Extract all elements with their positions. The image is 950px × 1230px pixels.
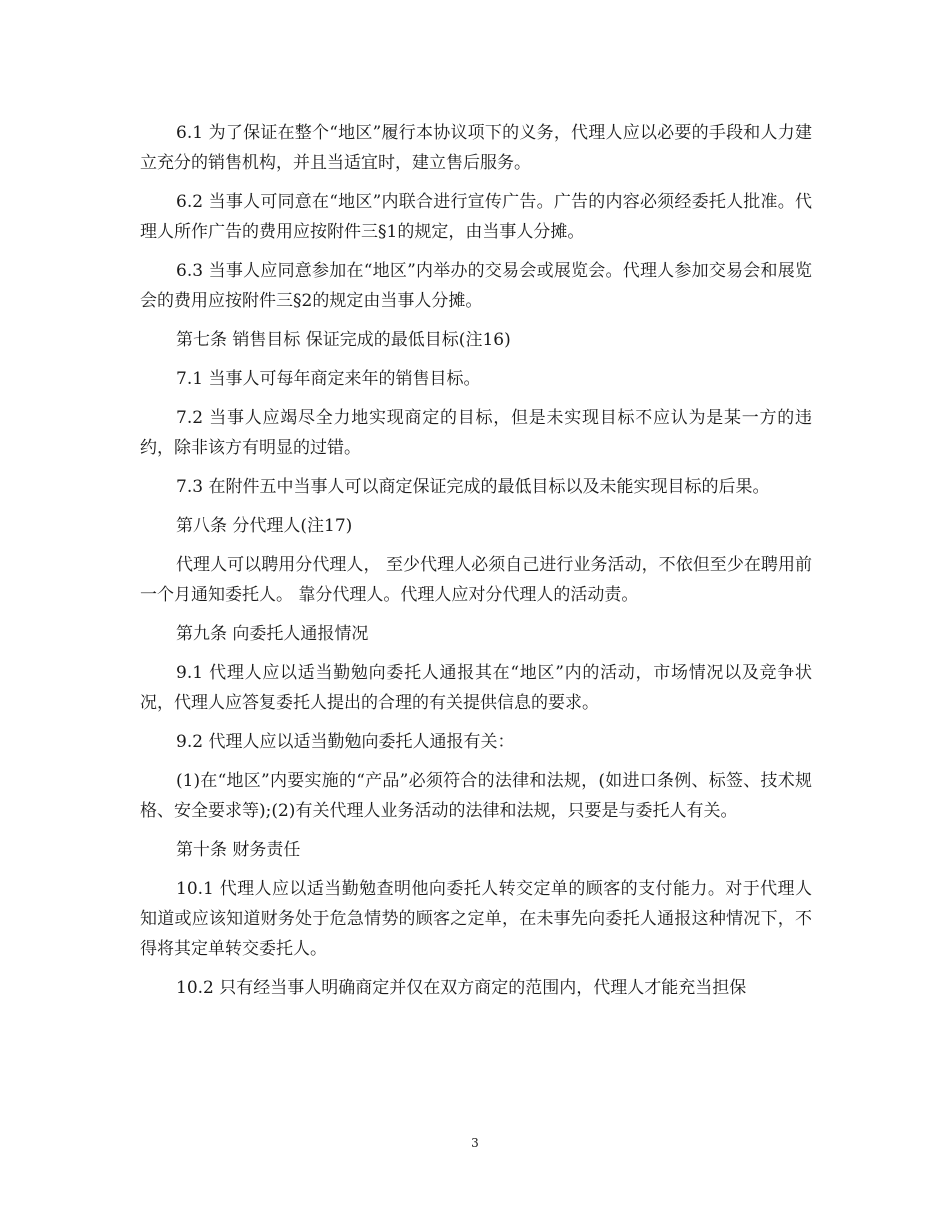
article-10-heading: 第十条 财务责任: [176, 840, 301, 860]
paragraph-7-3: 7.3 在附件五中当事人可以商定保证完成的最低目标以及未能实现目标的后果。: [176, 477, 770, 497]
paragraph-6-3: 6.3 当事人应同意参加在“地区”内举办的交易会或展览会。代理人参加交易会和展览会的费用应按附件三§2的规定由当事人分摊。: [140, 261, 812, 311]
paragraph-10-2: 10.2 只有经当事人明确商定并仅在双方商定的范围内，代理人才能充当担保: [176, 978, 747, 998]
document-body: [140, 118, 812, 1012]
paragraph-7-2: 7.2 当事人应竭尽全力地实现商定的目标，但是未实现目标不应认为是某一方的违约，除非该方有明显的过错。: [140, 408, 812, 458]
page-number: 3: [471, 1136, 479, 1150]
article-9-heading: 第九条 向委托人通报情况: [176, 624, 369, 644]
article-7-heading: 第七条 销售目标 保证完成的最低目标(注16): [176, 330, 511, 350]
paragraph-8-body: 代理人可以聘用分代理人， 至少代理人必须自己进行业务活动，不依但至少在聘用前一个月通知委托人。 靠分代理人。代理人应对分代理人的活动责。: [140, 555, 812, 605]
paragraph-7-1: 7.1 当事人可每年商定来年的销售目标。: [176, 369, 481, 389]
paragraph-9-2: 9.2 代理人应以适当勤勉向委托人通报有关：: [176, 732, 515, 752]
paragraph-9-1: 9.1 代理人应以适当勤勉向委托人通报其在“地区”内的活动，市场情况以及竞争状况，代理人应答复委托人提出的合理的有关提供信息的要求。: [140, 663, 812, 713]
paragraph-10-1: 10.1 代理人应以适当勤勉查明他向委托人转交定单的顾客的支付能力。对于代理人知道或应该知道财务处于危急情势的顾客之定单，在未事先向委托人通报这种情况下，不得将其定单转交委托人。: [140, 879, 812, 959]
paragraph-6-1: 6.1 为了保证在整个“地区”履行本协议项下的义务，代理人应以必要的手段和人力建立充分的销售机构，并且当适宜时，建立售后服务。: [140, 123, 812, 173]
paragraph-6-2: 6.2 当事人可同意在“地区”内联合进行宣传广告。广告的内容必须经委托人批准。代理人所作广告的费用应按附件三§1的规定，由当事人分摊。: [140, 192, 812, 242]
paragraph-9-2-items: (1)在“地区”内要实施的“产品”必须符合的法律和法规，(如进口条例、标签、技术规格、安全要求等);(2)有关代理人业务活动的法律和法规，只要是与委托人有关。: [140, 771, 812, 821]
article-8-heading: 第八条 分代理人(注17): [176, 516, 353, 536]
